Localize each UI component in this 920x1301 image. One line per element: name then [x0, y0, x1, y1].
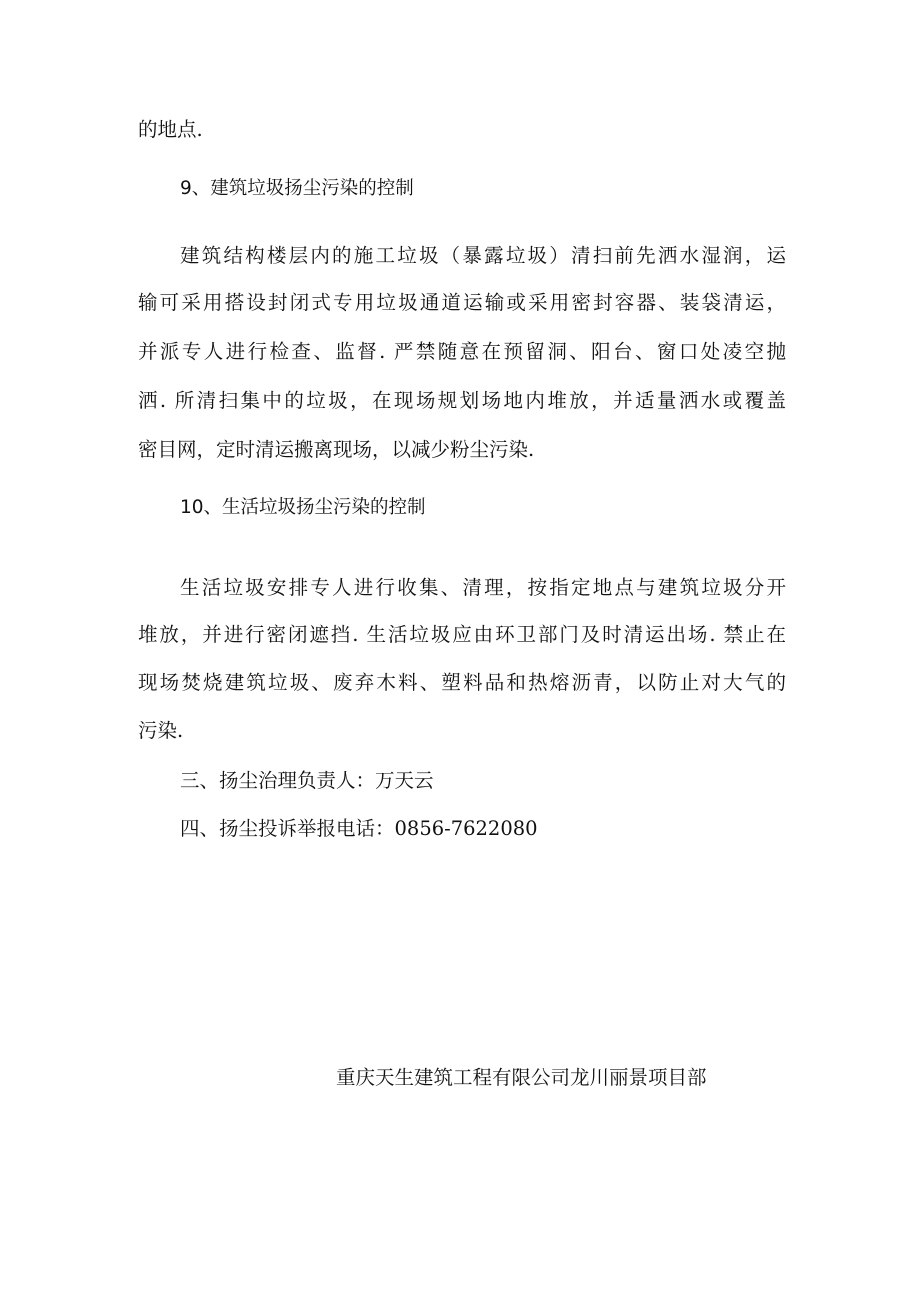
paragraph-line: 的地点.: [138, 118, 203, 141]
paragraph-line: 建筑结构楼层内的施工垃圾（暴露垃圾）清扫前先洒水湿润，运: [180, 244, 786, 267]
paragraph-line: 输可采用搭设封闭式专用垃圾通道运输或采用密封容器、装袋清运，: [138, 291, 786, 314]
paragraph-line: 现场焚烧建筑垃圾、废弃木料、塑料品和热熔沥青，以防止对大气的: [138, 671, 786, 694]
paragraph-line: 堆放，并进行密闭遮挡. 生活垃圾应由环卫部门及时清运出场. 禁止在: [138, 623, 786, 646]
paragraph-line: 污染.: [138, 719, 184, 742]
paragraph-line: 生活垃圾安排专人进行收集、清理，按指定地点与建筑垃圾分开: [180, 576, 786, 599]
responsible-person-line: 三、扬尘治理负责人：万天云: [180, 769, 434, 792]
section-heading-10: 10、生活垃圾扬尘污染的控制: [180, 497, 426, 518]
paragraph-line: 洒. 所清扫集中的垃圾，在现场规划场地内堆放，并适量洒水或覆盖: [138, 389, 786, 412]
paragraph-line: 密目网，定时清运搬离现场，以减少粉尘污染.: [138, 438, 535, 461]
paragraph-line: 并派专人进行检查、监督. 严禁随意在预留洞、阳台、窗口处凌空抛: [138, 340, 786, 363]
section-heading-9: 9、建筑垃圾扬尘污染的控制: [180, 178, 414, 199]
complaint-phone-line: 四、扬尘投诉举报电话：0856-7622080: [180, 817, 538, 840]
signature-company: 重庆天生建筑工程有限公司龙川丽景项目部: [336, 1066, 707, 1089]
